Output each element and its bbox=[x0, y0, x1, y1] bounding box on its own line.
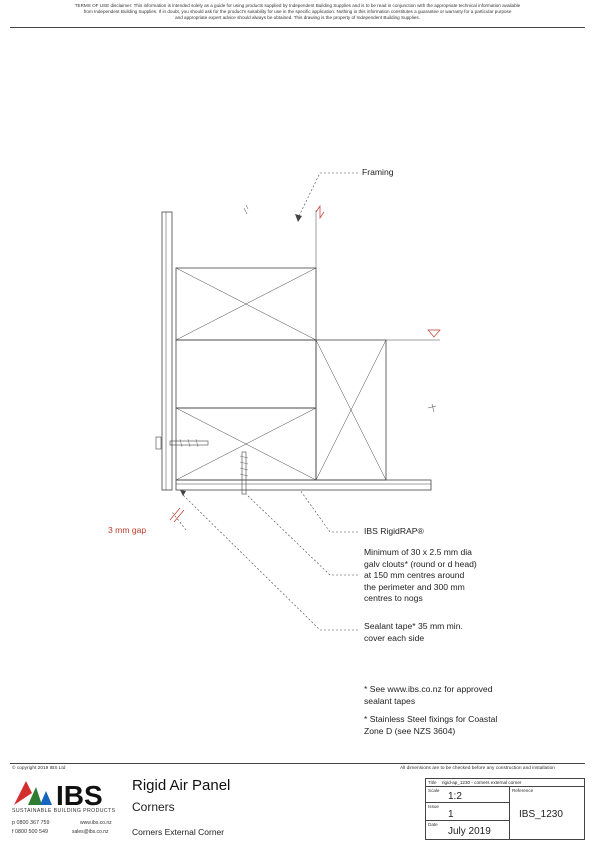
leader-rigidrap bbox=[300, 490, 358, 532]
clouts-line: the perimeter and 300 mm bbox=[364, 581, 465, 592]
nail-thread bbox=[188, 439, 190, 447]
reference-label: Reference bbox=[512, 788, 534, 793]
date-cell bbox=[425, 820, 510, 840]
logo-mark-red bbox=[14, 781, 32, 805]
screw-thread bbox=[240, 468, 248, 470]
ibs-logo bbox=[12, 779, 124, 807]
arrowhead bbox=[295, 214, 302, 222]
reference-value: IBS_1230 bbox=[519, 809, 563, 820]
sealant-line: cover each side bbox=[364, 632, 425, 643]
title-corners: Corners bbox=[132, 800, 175, 814]
phone-number: 0800 367 759 bbox=[16, 820, 50, 826]
clouts-line: centres to nogs bbox=[364, 593, 423, 603]
phone-row bbox=[12, 820, 49, 826]
website-link[interactable]: www.ibs.co.nz bbox=[80, 820, 112, 826]
framing-stud-middle bbox=[176, 340, 316, 408]
sealant-line: Sealant tape* 35 mm min. bbox=[364, 621, 463, 631]
note-stainless-steel bbox=[364, 714, 497, 737]
nail-thread bbox=[180, 439, 182, 447]
label-sealant-tape bbox=[364, 621, 463, 644]
break-marker-right bbox=[428, 330, 440, 337]
clouts-line: galv clouts* (round or d head) bbox=[364, 558, 477, 569]
file-title-label: Title bbox=[428, 780, 437, 785]
small-notation bbox=[244, 205, 248, 214]
reference-cell bbox=[509, 786, 585, 840]
copyright-text: © copyright 2019 IBS Ltd bbox=[12, 766, 66, 771]
logo-text: IBS bbox=[56, 780, 103, 807]
label-framing: Framing bbox=[362, 167, 394, 177]
phone-prefix: p bbox=[12, 820, 15, 826]
arrowhead bbox=[180, 490, 186, 496]
file-title-value: rigid-ap_1230 - corners external corner bbox=[442, 780, 522, 785]
date-value: July 2019 bbox=[448, 826, 491, 837]
title-rigid-air-panel: Rigid Air Panel bbox=[132, 777, 231, 794]
leader-sealant bbox=[182, 494, 358, 630]
issue-cell bbox=[425, 802, 510, 821]
company-tagline: SUSTAINABLE BUILDING PRODUCTS bbox=[12, 808, 116, 814]
fax-row bbox=[12, 829, 48, 835]
disclaimer-line-3: and appropriate expert advice should always be obtained. This drawing is the property of Independent Building Supplies. bbox=[175, 15, 420, 21]
label-ibs-rigidrap: IBS RigidRAP® bbox=[364, 526, 424, 536]
screw-thread bbox=[240, 474, 248, 476]
note-line: * See www.ibs.co.nz for approved bbox=[364, 684, 493, 694]
note-line: sealant tapes bbox=[364, 695, 416, 706]
clouts-line: at 150 mm centres around bbox=[364, 570, 465, 580]
scale-cell bbox=[425, 786, 510, 803]
email-link[interactable]: sales@ibs.co.nz bbox=[72, 829, 109, 835]
title-detail: Corners External Corner bbox=[132, 827, 225, 837]
small-notation bbox=[428, 404, 436, 412]
nail-thread bbox=[196, 439, 198, 447]
note-line: * Stainless Steel fixings for Coastal bbox=[364, 714, 498, 724]
rigid-air-panel bbox=[176, 480, 431, 490]
screw-thread bbox=[240, 456, 248, 458]
fax-prefix: f bbox=[12, 829, 14, 835]
label-clouts bbox=[364, 547, 477, 605]
logo-mark-blue bbox=[40, 791, 52, 805]
disclaimer-line-2: from Independent Building Supplies. If in doubt, you should ask for the product's suitability for use in the specific application. Nothing in this information constitutes a guarantee or warranty for a particular purpose bbox=[83, 9, 512, 15]
leader-framing bbox=[298, 173, 358, 218]
note-line: Zone D (see NZS 3604) bbox=[364, 725, 456, 736]
issue-value: 1 bbox=[448, 809, 454, 820]
issue-label: Issue bbox=[428, 804, 439, 809]
title-block-divider bbox=[10, 763, 585, 764]
clouts-line: Minimum of 30 x 2.5 mm dia bbox=[364, 547, 472, 557]
cladding-panel bbox=[162, 212, 172, 490]
scale-label: Scale bbox=[428, 788, 440, 793]
dimensions-note: All dimensions are to be checked before any construction and installation bbox=[400, 766, 555, 771]
leader-clouts bbox=[246, 494, 358, 575]
disclaimer-line-1: TERMS OF USE disclaimer: This information is intended solely as a guide for using products supplied by Independent Building Supplies and is to be read in conjunction with the appropriate technical information available bbox=[74, 3, 521, 8]
nail-head bbox=[156, 437, 161, 449]
date-label: Date bbox=[428, 822, 438, 827]
break-marker-top bbox=[316, 206, 324, 218]
fax-number: 0800 500 549 bbox=[15, 829, 48, 835]
scale-value: 1:2 bbox=[448, 791, 462, 802]
gap-tick-marks bbox=[170, 508, 184, 522]
screw-thread bbox=[240, 462, 248, 464]
note-sealant-tapes bbox=[364, 684, 493, 707]
label-3mm-gap: 3 mm gap bbox=[108, 525, 147, 535]
